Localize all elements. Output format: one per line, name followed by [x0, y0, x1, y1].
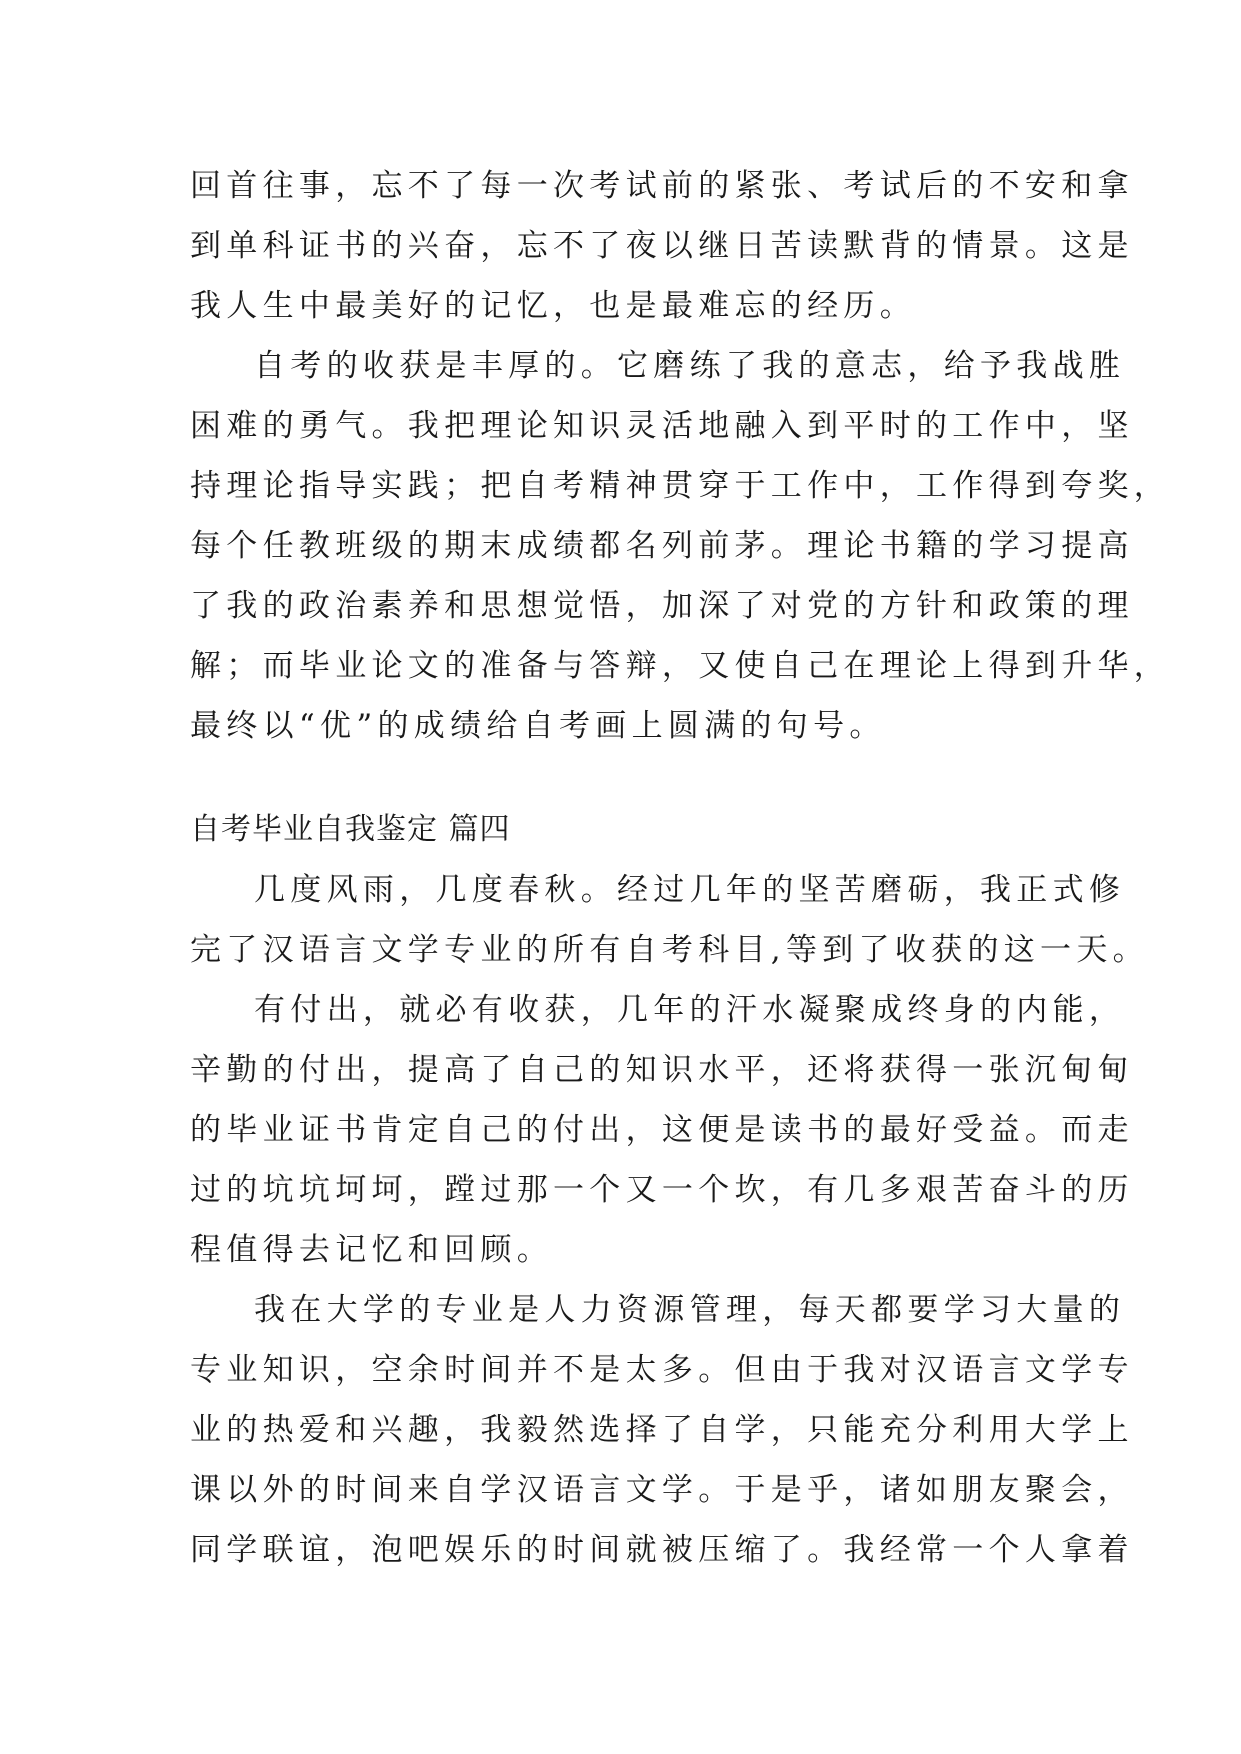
text-line: 了我的政治素养和思想觉悟，加深了对党的方针和政策的理 [190, 588, 1134, 624]
text-line: 完了汉语言文学专业的所有自考科目,等到了收获的这一天。 [190, 932, 1149, 968]
text-line: 的毕业证书肯定自己的付出，这便是读书的最好受益。而走 [190, 1112, 1134, 1148]
document-body [190, 156, 1171, 1580]
paragraph [190, 1280, 1134, 1580]
text-line: 课以外的时间来自学汉语言文学。于是乎，诸如朋友聚会， [190, 1472, 1134, 1508]
text-line: 我人生中最美好的记忆，也是最难忘的经历。 [190, 288, 916, 324]
text-line: 持理论指导实践；把自考精神贯穿于工作中，工作得到夸奖， [190, 468, 1171, 504]
text-line: 解；而毕业论文的准备与答辩，又使自己在理论上得到升华， [190, 648, 1171, 684]
text-line: 每个任教班级的期末成绩都名列前茅。理论书籍的学习提高 [190, 528, 1134, 564]
text-line: 专业知识，空余时间并不是太多。但由于我对汉语言文学专 [190, 1352, 1134, 1388]
text-line: 几度风雨，几度春秋。经过几年的坚苦磨砺，我正式修 [254, 872, 1126, 908]
text-line: 困难的勇气。我把理论知识灵活地融入到平时的工作中，坚 [190, 408, 1134, 444]
paragraph [190, 860, 1149, 980]
text-line: 到单科证书的兴奋，忘不了夜以继日苦读默背的情景。这是 [190, 228, 1134, 264]
text-line: 最终以“优”的成绩给自考画上圆满的句号。 [190, 708, 886, 744]
paragraph [190, 336, 1171, 756]
text-line: 过的坑坑坷坷，蹚过那一个又一个坎，有几多艰苦奋斗的历 [190, 1172, 1134, 1208]
text-line: 有付出，就必有收获，几年的汗水凝聚成终身的内能， [254, 992, 1126, 1028]
text-line: 同学联谊，泡吧娱乐的时间就被压缩了。我经常一个人拿着 [190, 1532, 1134, 1568]
section-heading: 自考毕业自我鉴定 篇四 [190, 812, 511, 847]
text-line: 辛勤的付出，提高了自己的知识水平，还将获得一张沉甸甸 [190, 1052, 1134, 1088]
text-line: 自考的收获是丰厚的。它磨练了我的意志，给予我战胜 [254, 348, 1126, 384]
paragraph [190, 980, 1134, 1280]
text-line: 程值得去记忆和回顾。 [190, 1232, 553, 1268]
text-line: 业的热爱和兴趣，我毅然选择了自学，只能充分利用大学上 [190, 1412, 1134, 1448]
text-line: 我在大学的专业是人力资源管理，每天都要学习大量的 [254, 1292, 1126, 1328]
paragraph [190, 156, 1134, 336]
section-spacer [190, 756, 1070, 800]
text-line: 回首往事，忘不了每一次考试前的紧张、考试后的不安和拿 [190, 168, 1134, 204]
